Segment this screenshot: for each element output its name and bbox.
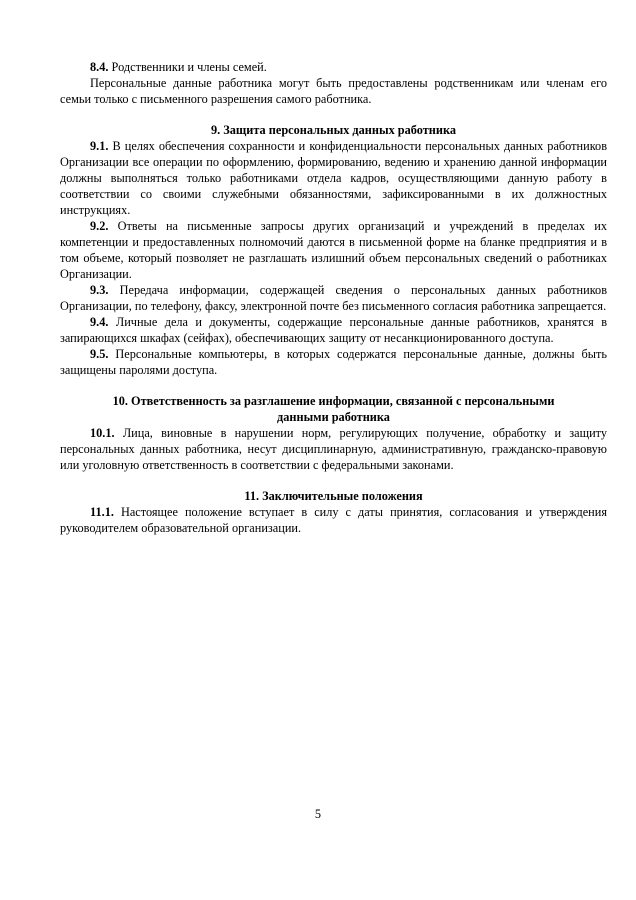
section-11-heading: 11. Заключительные положения <box>244 489 423 503</box>
clause-8-4-title <box>60 59 607 75</box>
clause-text: В целях обеспечения сохранности и конфиденциальности персональных данных работников Организации все операции по оформлению, формированию, ведению и хранению данной информации должны выполняться только работниками отдела кадров, осуществляющими данную работу в соответствии со своими служебными обязанностями, зафиксированными в их должностных инструкциях. <box>60 139 607 217</box>
clause-text: Настоящее положение вступает в силу с даты принятия, согласования и утверждения руководителем образовательной организации. <box>60 505 607 535</box>
clause-9-2 <box>60 218 607 282</box>
clause-9-3 <box>60 282 607 314</box>
section-9-heading: 9. Защита персональных данных работника <box>210 123 457 137</box>
clause-number: 9.5. <box>90 347 109 361</box>
page-number: 5 <box>314 807 322 821</box>
clause-text: Лица, виновные в нарушении норм, регулирующих получение, обработку и защиту персональных данных работника, несут дисциплинарную, административную, гражданско-правовую или уголовную ответственность в соответствии с федеральными законами. <box>60 426 608 472</box>
clause-number: 9.2. <box>90 219 109 233</box>
clause-11-1 <box>60 504 607 536</box>
clause-number: 10.1. <box>90 426 115 440</box>
clause-text: Личные дела и документы, содержащие персональные данные работников, хранятся в запирающихся шкафах (сейфах), обеспечивающих защиту от несанкционированного доступа. <box>60 315 607 345</box>
section-10-heading-line2: данными работника <box>277 410 390 424</box>
clause-text: Персональные компьютеры, в которых содержатся персональные данные, должны быть защищены паролями доступа. <box>60 347 608 377</box>
clause-9-4 <box>60 314 607 346</box>
clause-number: 9.4. <box>90 315 109 329</box>
clause-9-5 <box>60 346 607 378</box>
clause-text: Передача информации, содержащей сведения о персональных данных работников Организации, по телефону, факсу, электронной почте без письменного согласия работника запрещается. <box>60 283 608 313</box>
document-body <box>60 59 607 536</box>
clause-text: Ответы на письменные запросы других организаций и учреждений в пределах их компетенции и предоставленных полномочий даются в письменной форме на бланке предприятия и в том объеме, который позволяет не разглашать излишний объем персональных сведений о работниках Организации. <box>60 219 607 281</box>
clause-10-1 <box>60 425 607 473</box>
clause-number: 11.1. <box>90 505 114 519</box>
clause-number: 9.3. <box>90 283 109 297</box>
clause-number: 8.4. <box>90 60 109 74</box>
clause-title: Родственники и члены семей. <box>111 60 267 74</box>
clause-8-4-text: Персональные данные работника могут быть предоставлены родственникам или членам его семьи только с письменного разрешения самого работника. <box>60 76 607 106</box>
section-10-heading-line1: 10. Ответственность за разглашение информации, связанной с персональными <box>112 394 555 408</box>
clause-9-1 <box>60 138 607 218</box>
clause-number: 9.1. <box>90 139 109 153</box>
